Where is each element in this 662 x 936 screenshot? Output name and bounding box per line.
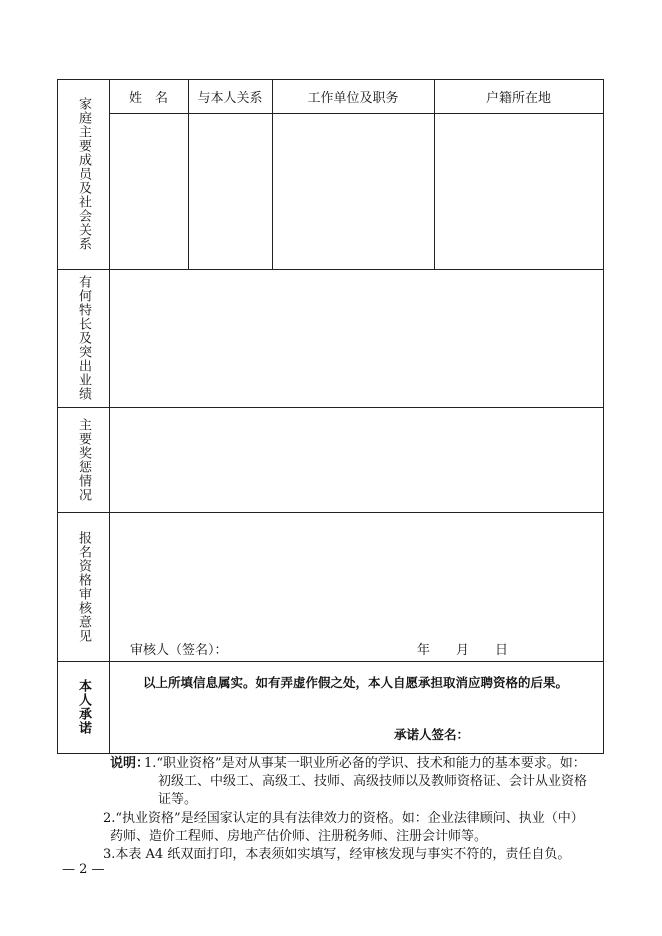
note-1-line-2: 初级工、中级工、高级工、技师、高级技师以及教师资格证、会计从业资格: [158, 774, 588, 789]
column-header-name: 姓 名: [128, 90, 168, 106]
family-relations-label: 家庭主要成员及社会关系: [76, 97, 91, 251]
note-1-line-1: 1.“职业资格”是对从事某一职业所必备的学识、技术和能力的基本要求。如：: [144, 756, 586, 771]
column-header-employer-position: 工作单位及职务: [307, 90, 399, 106]
awards-label: 主要奖惩情况: [76, 417, 91, 502]
application-form-table: [57, 79, 604, 754]
specialty-label: 有何特长及突出业绩: [76, 275, 91, 401]
family-name-cell[interactable]: [110, 114, 188, 269]
note-2-line-2: 药师、造价工程师、房地产估价师、注册税务师、注册会计师等。: [110, 829, 488, 844]
page-number: — 2 —: [62, 862, 105, 877]
family-employer-cell[interactable]: [273, 114, 434, 269]
note-3-line-1: 3.本表 A4 纸双面打印，本表须如实填写，经审核发现与事实不符的，责任自负。: [103, 847, 571, 862]
pledge-statement: 以上所填信息属实。如有弄虚作假之处，本人自愿承担取消应聘资格的后果。: [143, 675, 569, 690]
review-date: 年 月 日: [417, 643, 509, 658]
note-2-line-1: 2.“执业资格”是经国家认定的具有法律效力的资格。如：企业法律顾问、执业（中）: [103, 811, 584, 826]
notes-title: 说明：: [110, 756, 150, 771]
awards-cell[interactable]: [110, 408, 603, 512]
pledge-label: 本人承诺: [76, 679, 91, 735]
reviewer-signature-label: 审核人（签名）：: [130, 643, 228, 658]
table-border-right: [603, 79, 604, 754]
row-divider-4: [57, 661, 604, 662]
family-relationship-cell[interactable]: [189, 114, 272, 269]
family-household-cell[interactable]: [435, 114, 603, 269]
column-header-household-registration: 户籍所在地: [485, 90, 551, 106]
specialty-cell[interactable]: [110, 270, 603, 407]
review-opinion-label: 报名资格审核意见: [76, 530, 91, 643]
row-divider-3: [57, 512, 604, 513]
note-1-line-3: 证等。: [158, 792, 198, 807]
table-border-bottom: [57, 753, 604, 754]
pledge-signature-label: 承诺人签名：: [394, 727, 470, 742]
column-header-relationship: 与本人关系: [197, 90, 263, 106]
